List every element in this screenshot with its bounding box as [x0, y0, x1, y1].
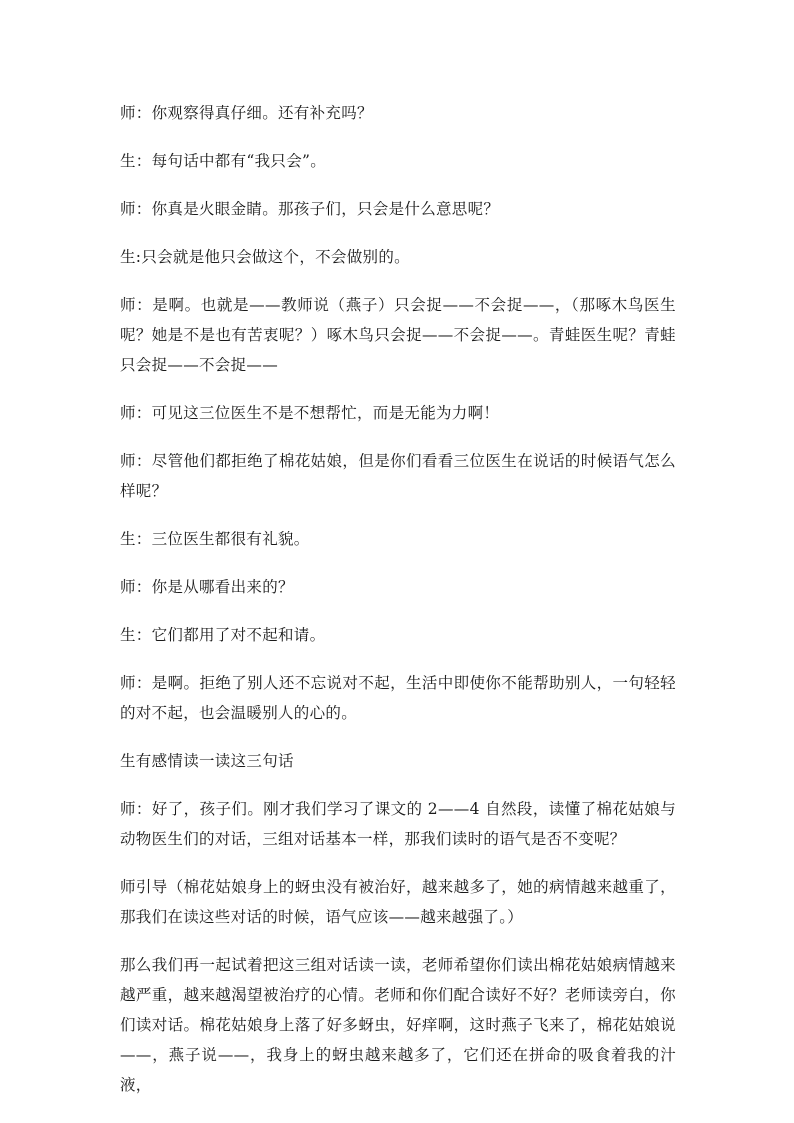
paragraph-14: 师引导（棉花姑娘身上的蚜虫没有被治好，越来越多了，她的病情越来越重了，那我们在读这些对话的时候，语气应该——越来越强了。）: [120, 878, 676, 926]
document-page: [120, 98, 676, 1100]
paragraph-9: 师：你是从哪看出来的？: [120, 578, 294, 596]
paragraph-5: 师：是啊。也就是——教师说（燕子）只会捉——不会捉——，（那啄木鸟医生呢？她是不是也有苦衷呢？）啄木鸟只会捉——不会捉——。青蛙医生呢？青蛙只会捉——不会捉——: [120, 296, 676, 374]
paragraph-12: 生有感情读一读这三句话: [120, 752, 294, 770]
paragraph-2: 生：每句话中都有“我只会”。: [120, 152, 327, 170]
paragraph-4: 生:只会就是他只会做这个，不会做别的。: [120, 248, 410, 266]
paragraph-6: 师：可见这三位医生不是不想帮忙，而是无能为力啊！: [120, 404, 500, 422]
paragraph-1: 师：你观察得真仔细。还有补充吗？: [120, 104, 373, 122]
paragraph-10: 生：它们都用了对不起和请。: [120, 626, 326, 644]
paragraph-11: 师：是啊。拒绝了别人还不忘说对不起，生活中即使你不能帮助别人，一句轻轻的对不起，也会温暖别人的心的。: [120, 674, 676, 722]
paragraph-13: 师：好了，孩子们。刚才我们学习了课文的 2——4 自然段，读懂了棉花姑娘与动物医生们的对话，三组对话基本一样，那我们读时的语气是否不变呢？: [120, 800, 676, 848]
paragraph-15: 那么我们再一起试着把这三组对话读一读，老师希望你们读出棉花姑娘病情越来越严重，越来越渴望被治疗的心情。老师和你们配合读好不好？老师读旁白，你们读对话。棉花姑娘身上落了好多蚜虫，好痒啊，这时燕子飞来了，棉花姑娘说——，燕子说——，我身上的蚜虫越来越多了，它们还在拼命的吸食着我的汁液，: [120, 956, 676, 1094]
paragraph-8: 生：三位医生都很有礼貌。: [120, 530, 310, 548]
paragraph-3: 师：你真是火眼金睛。那孩子们，只会是什么意思呢？: [120, 200, 500, 218]
paragraph-7: 师：尽管他们都拒绝了棉花姑娘，但是你们看看三位医生在说话的时候语气怎么样呢？: [120, 452, 676, 500]
